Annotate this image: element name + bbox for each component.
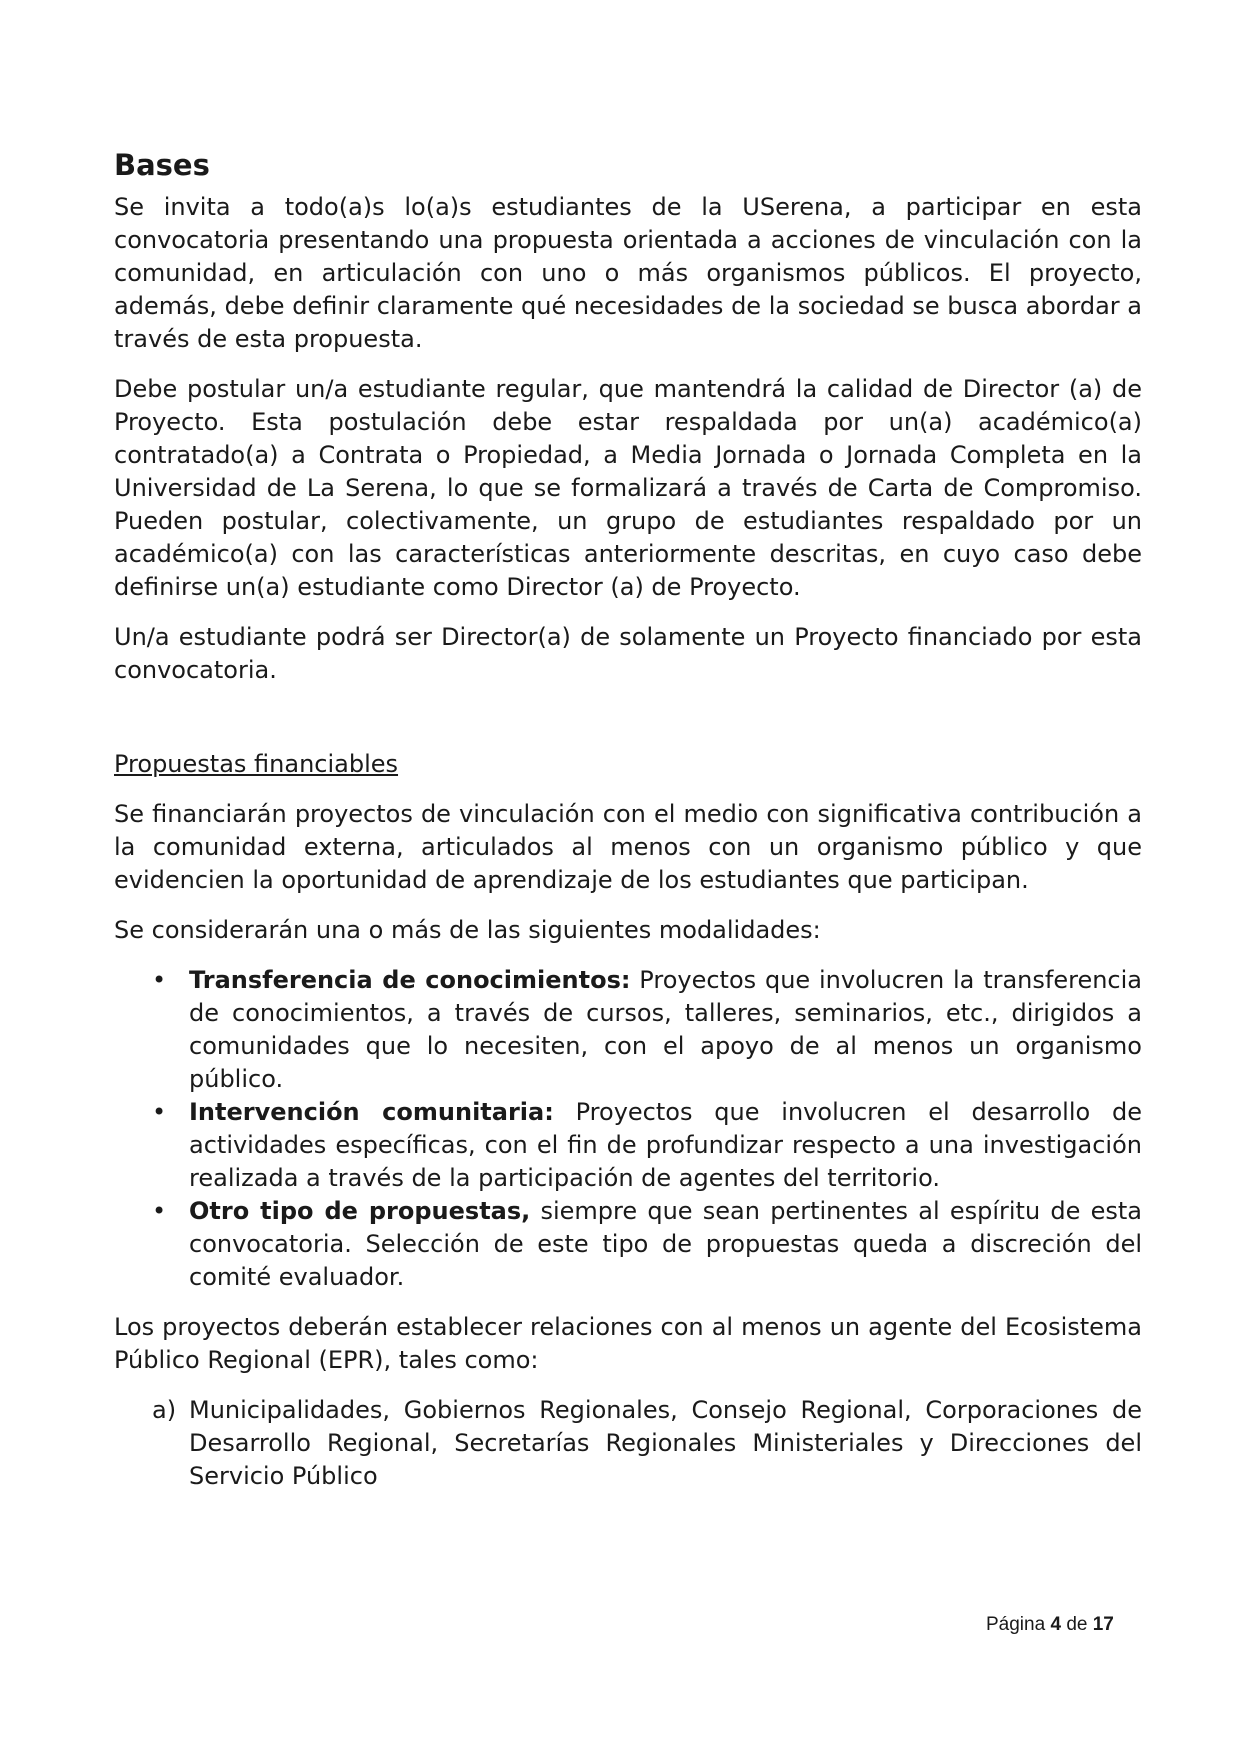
- list-item: [114, 1394, 1142, 1493]
- page-word: Página: [986, 1614, 1046, 1635]
- bullet-icon: •: [152, 1196, 167, 1225]
- modality-term: Otro tipo de propuestas,: [189, 1196, 531, 1225]
- subsection-title: Propuestas financiables: [114, 749, 399, 778]
- section-title: Bases: [114, 148, 210, 182]
- page-number: [986, 1614, 1114, 1636]
- paragraph-invitation: Se invita a todo(a)s lo(a)s estudiantes de la USerena, a participar en esta convocatoria presentando una propuesta orientada a acciones de vinculación con la comunidad, en articulación con uno o más organismos públicos. El proyecto, además, debe definir claramente qué necesidades de la sociedad se busca abordar a través de esta propuesta.: [114, 192, 1142, 353]
- modality-term: Transferencia de conocimientos:: [189, 965, 631, 994]
- list-item: [114, 1195, 1142, 1294]
- current-page: 4: [1050, 1614, 1062, 1635]
- agent-text: Municipalidades, Gobiernos Regionales, Consejo Regional, Corporaciones de Desarrollo Regional, Secretarías Regionales Ministeriales y Direcciones del Servicio Público: [189, 1395, 1142, 1490]
- paragraph-modalities-intro: Se considerarán una o más de las siguientes modalidades:: [114, 915, 821, 944]
- paragraph-director-limit: Un/a estudiante podrá ser Director(a) de solamente un Proyecto financiado por esta convocatoria.: [114, 622, 1142, 684]
- modality-text: Proyectos que involucren la transferencia de conocimientos, a través de cursos, talleres, seminarios, etc., dirigidos a comunidades que lo necesiten, con el apoyo de al menos un organismo público.: [189, 965, 1142, 1093]
- of-word: de: [1066, 1614, 1088, 1635]
- document-page: [114, 148, 1142, 1493]
- bullet-icon: •: [152, 1097, 167, 1126]
- paragraph-financing: Se financiarán proyectos de vinculación con el medio con significativa contribución a la comunidad externa, articulados al menos con un organismo público y que evidencien la oportunidad de aprendizaje de los estudiantes que participan.: [114, 799, 1142, 894]
- paragraph-postulation: Debe postular un/a estudiante regular, que mantendrá la calidad de Director (a) de Proyecto. Esta postulación debe estar respaldada por un(a) académico(a) contratado(a) a Contrata o Propiedad, a Media Jornada o Jornada Completa en la Universidad de La Serena, lo que se formalizará a través de Carta de Compromiso. Pueden postular, colectivamente, un grupo de estudiantes respaldado por un académico(a) con las características anteriormente descritas, en cuyo caso debe definirse un(a) estudiante como Director (a) de Proyecto.: [114, 374, 1142, 601]
- total-pages: 17: [1092, 1614, 1114, 1635]
- modality-term: Intervención comunitaria:: [189, 1097, 554, 1126]
- bullet-icon: •: [152, 965, 167, 994]
- modalities-list: [114, 964, 1142, 1294]
- list-marker: a): [152, 1395, 177, 1424]
- modality-text: siempre que sean pertinentes al espíritu de esta convocatoria. Selección de este tipo de propuestas queda a discreción del comité evaluador.: [189, 1196, 1142, 1291]
- modality-text: Proyectos que involucren el desarrollo de actividades específicas, con el fin de profundizar respecto a una investigación realizada a través de la participación de agentes del territorio.: [189, 1097, 1143, 1192]
- list-item: [114, 964, 1142, 1096]
- paragraph-epr-intro: Los proyectos deberán establecer relaciones con al menos un agente del Ecosistema Público Regional (EPR), tales como:: [114, 1312, 1142, 1374]
- list-item: [114, 1096, 1142, 1195]
